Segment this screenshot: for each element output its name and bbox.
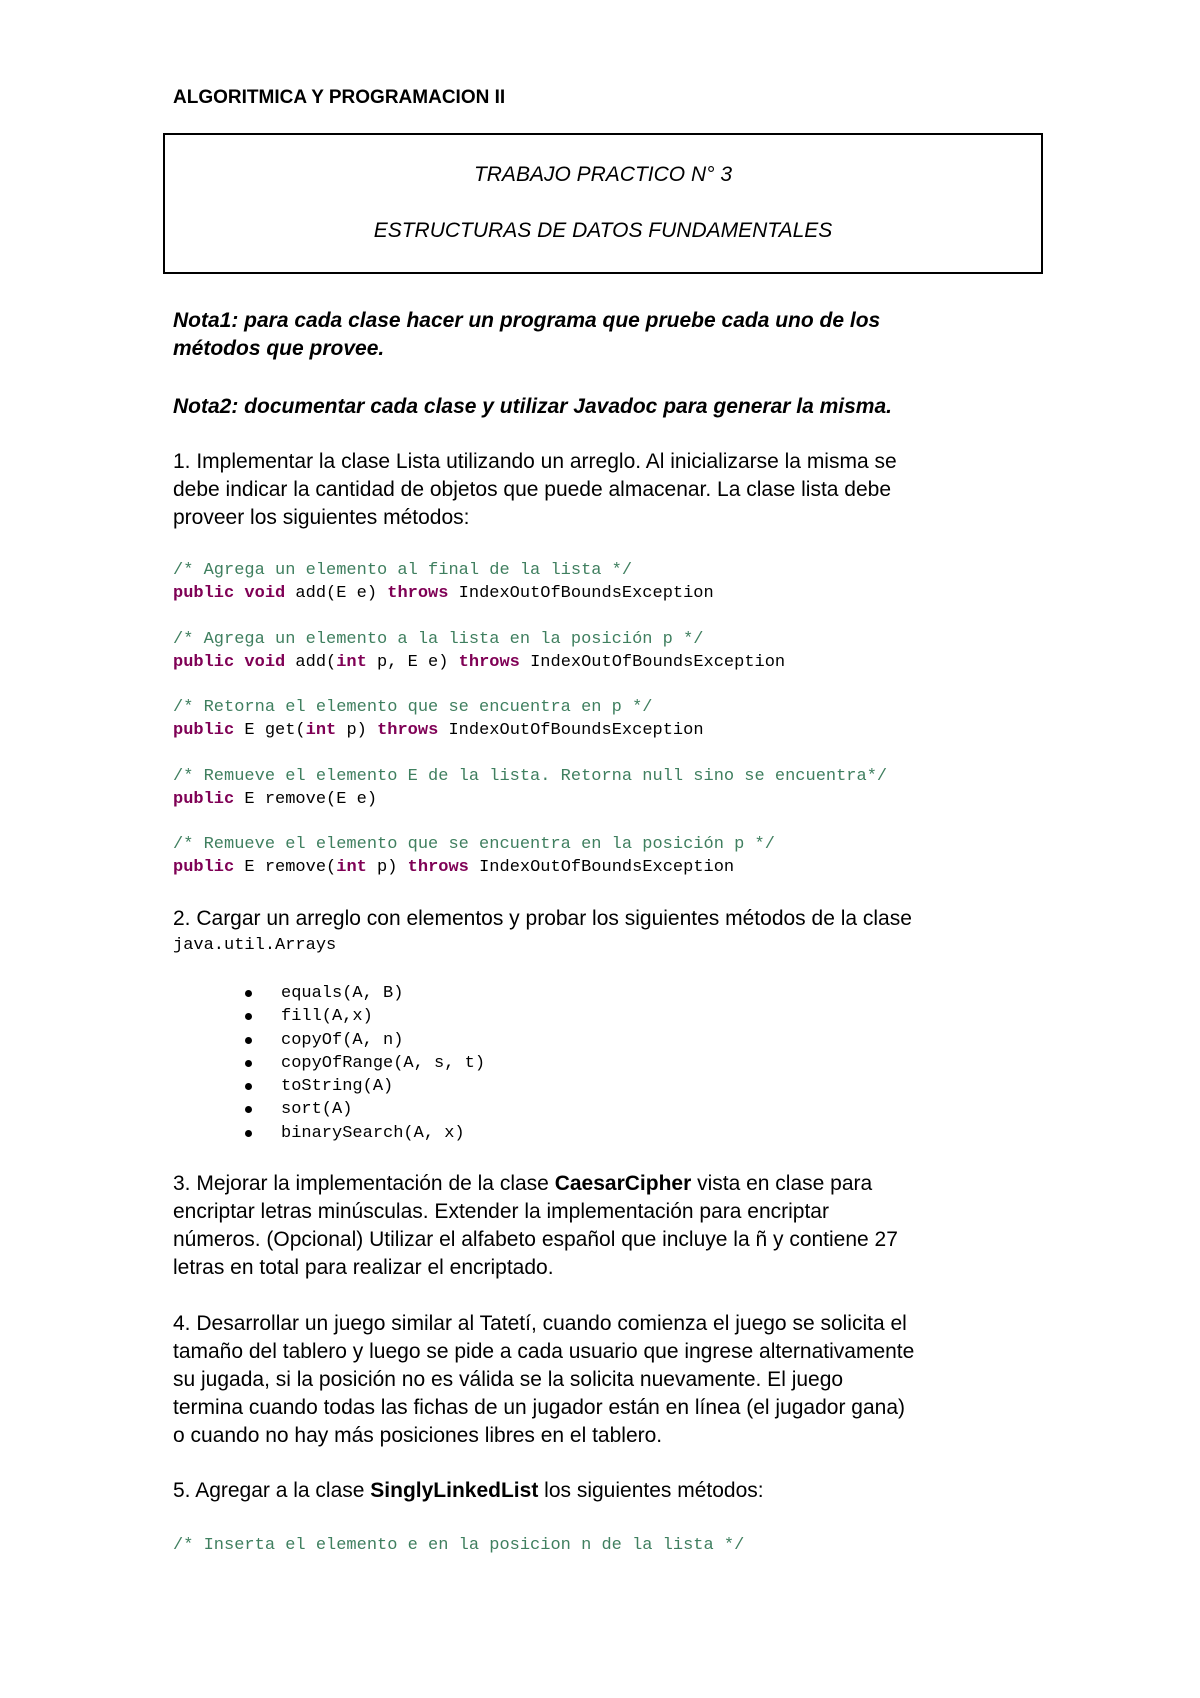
list-item xyxy=(245,1075,485,1098)
code-block-add xyxy=(173,559,714,605)
code-signature: E remove(E e) xyxy=(234,790,378,809)
code-exception: IndexOutOfBoundsException xyxy=(438,721,704,740)
code-comment: /* Agrega un elemento a la lista en la posición p */ xyxy=(173,630,704,649)
arrays-class-name: java.util.Arrays xyxy=(173,936,337,955)
exercise-5-prefix: 5. Agregar a la clase xyxy=(173,1479,371,1502)
title-box xyxy=(163,133,1043,274)
assignment-title: TRABAJO PRACTICO N° 3 xyxy=(473,163,733,186)
exercise-3-line-2: encriptar letras minúsculas. Extender la implementación para encriptar xyxy=(173,1200,829,1223)
list-item xyxy=(245,1122,485,1145)
method-name: sort(A) xyxy=(281,1100,353,1120)
bullet-icon xyxy=(245,1013,252,1020)
exercise-1-text xyxy=(173,448,1053,532)
list-item xyxy=(245,1029,485,1052)
method-name: equals(A, B) xyxy=(281,984,404,1003)
code-keyword: int xyxy=(336,653,367,672)
code-block-get xyxy=(173,696,704,742)
code-signature: add(E e) xyxy=(285,584,388,603)
code-signature: E get( xyxy=(234,721,306,740)
exercise-5-suffix: los siguientes métodos: xyxy=(538,1479,764,1502)
bullet-icon xyxy=(245,1060,252,1067)
code-comment: /* Inserta el elemento e en la posicion n de la lista */ xyxy=(173,1536,745,1555)
arrays-method-list xyxy=(245,982,485,1145)
exercise-4-line-3: su jugada, si la posición no es válida se la solicita nuevamente. El juego xyxy=(173,1368,844,1391)
code-keyword: throws xyxy=(377,721,439,740)
list-item xyxy=(245,1005,485,1028)
exercise-3-prefix: 3. Mejorar la implementación de la clase xyxy=(173,1172,555,1195)
assignment-subtitle: ESTRUCTURAS DE DATOS FUNDAMENTALES xyxy=(373,219,833,242)
exercise-5-text xyxy=(173,1477,1053,1505)
exercise-4-line-2: tamaño del tablero y luego se pide a cada usuario que ingrese alternativamente xyxy=(173,1340,915,1363)
code-block-insert xyxy=(173,1534,744,1557)
exercise-3-suffix: vista en clase para xyxy=(691,1172,873,1195)
method-name: binarySearch(A, x) xyxy=(281,1123,465,1143)
note-2: Nota2: documentar cada clase y utilizar Javadoc para generar la misma. xyxy=(173,395,892,418)
code-keyword: throws xyxy=(387,584,449,603)
code-comment: /* Retorna el elemento que se encuentra en p */ xyxy=(173,698,653,717)
note-1 xyxy=(173,307,1033,363)
exercise-4-line-1: 4. Desarrollar un juego similar al Tatetí, cuando comienza el juego se solicita el xyxy=(173,1312,907,1335)
bullet-icon xyxy=(245,1106,252,1113)
list-item xyxy=(245,982,485,1005)
code-keyword: public xyxy=(173,790,235,809)
bullet-icon xyxy=(245,1037,252,1044)
code-keyword: public void xyxy=(173,584,286,603)
code-keyword: int xyxy=(336,858,367,877)
code-block-add-at xyxy=(173,628,785,674)
code-signature: p) xyxy=(366,858,408,877)
code-keyword: public xyxy=(173,721,235,740)
code-signature: add( xyxy=(285,653,337,672)
code-keyword: throws xyxy=(458,653,520,672)
code-signature: p) xyxy=(336,721,378,740)
code-comment: /* Agrega un elemento al final de la lista */ xyxy=(173,561,633,580)
exercise-4-text xyxy=(173,1310,1053,1450)
class-name-caesarcipher: CaesarCipher xyxy=(554,1172,692,1195)
code-exception: IndexOutOfBoundsException xyxy=(519,653,786,672)
code-keyword: throws xyxy=(407,858,469,877)
code-keyword: int xyxy=(305,721,337,740)
exercise-2-text xyxy=(173,905,1053,933)
method-name: fill(A,x) xyxy=(281,1007,373,1027)
exercise-3-line-1 xyxy=(173,1170,1053,1198)
course-header: ALGORITMICA Y PROGRAMACION II xyxy=(173,87,506,108)
method-name: toString(A) xyxy=(281,1077,394,1097)
note-1-line-2: métodos que provee. xyxy=(173,337,385,360)
exercise-1-line-2: debe indicar la cantidad de objetos que puede almacenar. La clase lista debe xyxy=(173,478,892,501)
exercise-3-line-4: letras en total para realizar el encriptado. xyxy=(173,1256,554,1279)
class-name-singlylinkedlist: SinglyLinkedList xyxy=(370,1479,539,1502)
exercise-3-line-3: números. (Opcional) Utilizar el alfabeto español que incluye la ñ y contiene 27 xyxy=(173,1228,898,1251)
exercise-1-line-3: proveer los siguientes métodos: xyxy=(173,506,470,529)
exercise-2-line-1: 2. Cargar un arreglo con elementos y probar los siguientes métodos de la clase xyxy=(173,907,912,930)
code-comment: /* Remueve el elemento que se encuentra en la posición p */ xyxy=(173,835,775,854)
exercise-3-text xyxy=(173,1170,1053,1282)
code-signature: E remove( xyxy=(234,858,337,877)
note-1-line-1: Nota1: para cada clase hacer un programa que pruebe cada uno de los xyxy=(173,309,881,332)
exercise-4-line-5: o cuando no hay más posiciones libres en el tablero. xyxy=(173,1424,663,1447)
code-block-remove-at xyxy=(173,833,775,879)
exercise-1-line-1: 1. Implementar la clase Lista utilizando un arreglo. Al inicializarse la misma se xyxy=(173,450,897,473)
exercise-5-line-1 xyxy=(173,1477,1053,1505)
code-block-remove xyxy=(173,765,887,811)
code-comment: /* Remueve el elemento E de la lista. Retorna null sino se encuentra*/ xyxy=(173,767,888,786)
bullet-icon xyxy=(245,1083,252,1090)
code-signature: p, E e) xyxy=(366,653,459,672)
code-exception: IndexOutOfBoundsException xyxy=(448,584,714,603)
list-item xyxy=(245,1098,485,1121)
bullet-icon xyxy=(245,1130,252,1137)
code-exception: IndexOutOfBoundsException xyxy=(468,858,735,877)
code-keyword: public void xyxy=(173,653,286,672)
method-name: copyOf(A, n) xyxy=(281,1030,404,1050)
exercise-4-line-4: termina cuando todas las fichas de un jugador están en línea (el jugador gana) xyxy=(173,1396,905,1419)
method-name: copyOfRange(A, s, t) xyxy=(281,1053,486,1073)
bullet-icon xyxy=(245,990,252,997)
list-item xyxy=(245,1052,485,1075)
code-keyword: public xyxy=(173,858,235,877)
